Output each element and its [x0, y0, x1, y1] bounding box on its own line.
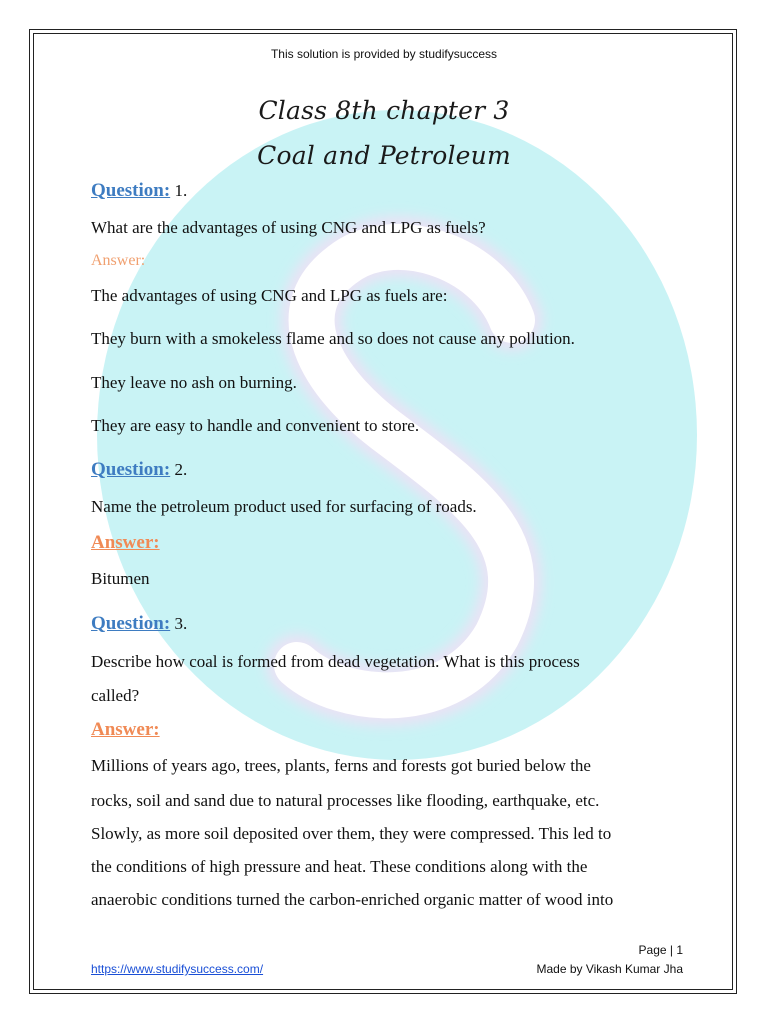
question-number: 1. — [170, 181, 188, 200]
question-2-text: Name the petroleum product used for surfacing of roads. — [91, 497, 477, 516]
answer-3-line: rocks, soil and sand due to natural processes like flooding, earthquake, etc. — [91, 791, 600, 810]
answer-2-line: Bitumen — [91, 569, 150, 588]
answer-2-label — [91, 532, 691, 554]
answer-label: Answer: — [91, 719, 160, 740]
answer-3-line: Millions of years ago, trees, plants, ferns and forests got buried below the — [91, 756, 591, 775]
answer-3-line: Slowly, as more soil deposited over them, they were compressed. This led to — [91, 824, 612, 843]
answer-1-line: They burn with a smokeless flame and so does not cause any pollution. — [91, 329, 575, 348]
question-2-heading — [91, 459, 691, 481]
chapter-title: Class 8th chapter 3 — [258, 96, 510, 125]
answer-1-label: Answer: — [91, 252, 146, 269]
studifysuccess-link[interactable]: https://www.studifysuccess.com/ — [91, 962, 264, 976]
answer-3-line: the conditions of high pressure and heat. These conditions along with the — [91, 857, 588, 876]
answer-3-label — [91, 719, 691, 741]
author-credit: Made by Vikash Kumar Jha — [536, 962, 683, 976]
question-label: Question: — [91, 180, 171, 201]
answer-label: Answer: — [91, 532, 160, 553]
question-number: 2. — [170, 460, 188, 479]
question-label: Question: — [91, 613, 171, 634]
question-3-text: Describe how coal is formed from dead vegetation. What is this process — [91, 652, 580, 671]
answer-1-line: They leave no ash on burning. — [91, 373, 297, 392]
question-3-text: called? — [91, 686, 140, 705]
question-1-text: What are the advantages of using CNG and LPG as fuels? — [91, 218, 486, 237]
answer-1-line: They are easy to handle and convenient to store. — [91, 416, 420, 435]
answer-1-line: The advantages of using CNG and LPG as fuels are: — [91, 286, 448, 305]
question-3-heading — [91, 613, 691, 635]
question-1-heading — [91, 180, 691, 202]
answer-3-line: anaerobic conditions turned the carbon-enriched organic matter of wood into — [91, 890, 614, 909]
chapter-subtitle: Coal and Petroleum — [257, 141, 511, 170]
question-number: 3. — [170, 614, 188, 633]
header-note: This solution is provided by studifysuccess — [270, 47, 498, 61]
question-label: Question: — [91, 459, 171, 480]
page-number: Page | 1 — [638, 943, 683, 957]
